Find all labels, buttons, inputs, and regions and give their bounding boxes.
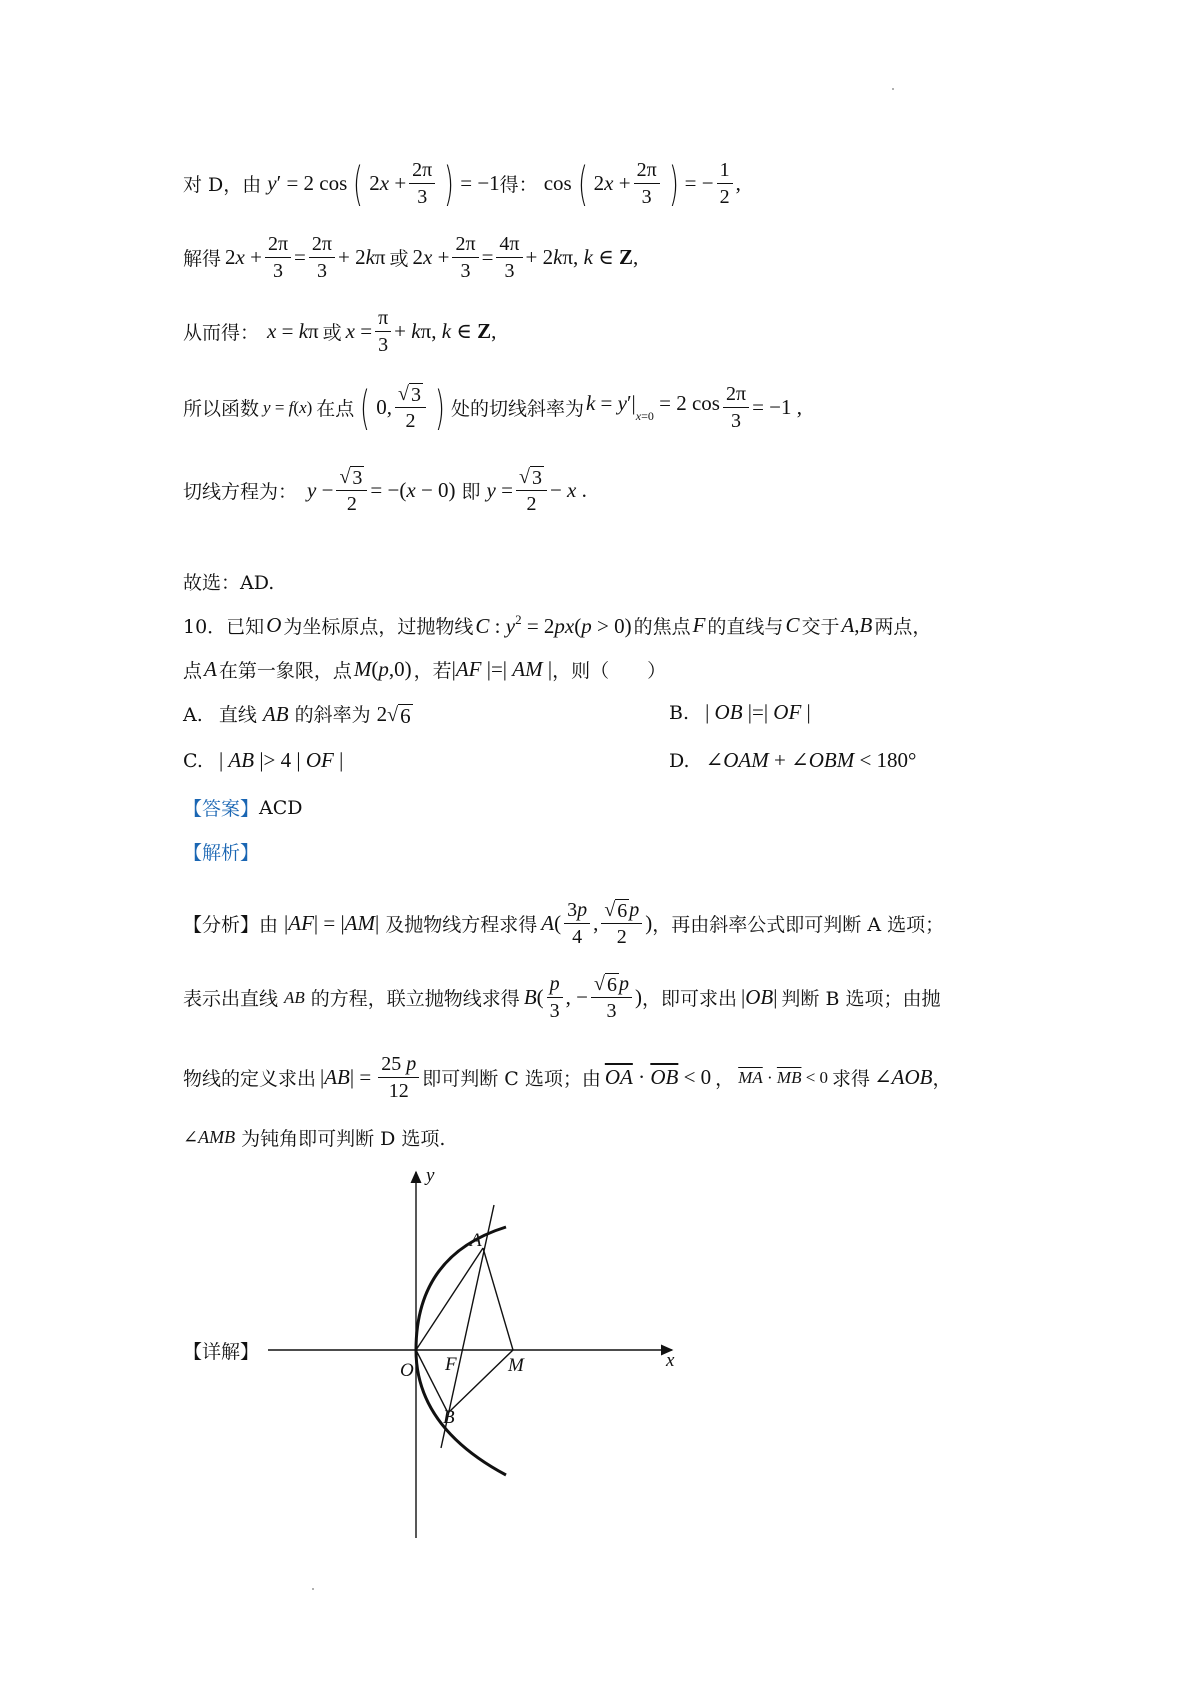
text: ，即可求出 bbox=[641, 988, 737, 1010]
text: 点 bbox=[183, 660, 203, 682]
text: 切线方程为： bbox=[183, 481, 298, 503]
segment-am bbox=[483, 1248, 513, 1350]
analysis-line-3: 物线的定义求出 |AB| = $\frac{25 p}{12}$ 即可判断 C 选项；由 $\overline{OA} \cdot \overline{OB} < 0$ ， $\overline{MA} \cdot \overline{MB} < 0$ 求得 ∠AOB ， bbox=[183, 1053, 952, 1102]
text: ，则（ ） bbox=[552, 660, 667, 682]
text: ，若 bbox=[413, 660, 452, 682]
text: 故选：AD. bbox=[183, 572, 275, 594]
option-d[interactable]: D. ∠OAM + ∠OBM < 180° bbox=[669, 748, 917, 772]
option-label: B. bbox=[669, 702, 690, 724]
option-c[interactable]: C. | AB |> 4 | OF | bbox=[183, 748, 344, 772]
label-m: M bbox=[508, 1355, 524, 1376]
text: 或 bbox=[322, 322, 342, 344]
label-x: x bbox=[666, 1350, 675, 1371]
text: 为坐标原点，过抛物线 bbox=[283, 616, 474, 638]
q10-stem-line-2: 点 A 在第一象限，点 M(p,0) ，若 |AF |=| AM | ，则（ ） bbox=[183, 657, 667, 682]
label-y: y bbox=[426, 1165, 435, 1186]
analysis-line-4: ∠AMB 为钝角即可判断 D 选项. bbox=[183, 1124, 445, 1151]
text: 及抛物线方程求得 bbox=[385, 914, 538, 936]
option-label: C. bbox=[183, 750, 203, 772]
d-line-2: 解得 2x + $\frac{2\pi}{3}$ = $\frac{2\pi}{3}$ + 2kπ 或 2x + $\frac{2\pi}{3}$ = $\frac{4\pi}{3}$ + 2kπ, k ∈ Z, bbox=[183, 233, 639, 282]
segment-bm bbox=[448, 1350, 513, 1413]
text: 的直线与 bbox=[707, 616, 784, 638]
text: 即 bbox=[461, 481, 481, 503]
text: 为钝角即可判断 D 选项. bbox=[241, 1128, 446, 1150]
option-a[interactable]: A. 直线 AB 的斜率为 2 √ 6 bbox=[183, 702, 411, 728]
text: 物线的定义求出 bbox=[183, 1068, 317, 1090]
text: 所以函数 bbox=[183, 398, 260, 420]
option-label: A. bbox=[183, 704, 203, 726]
text: 处的切线斜率为 bbox=[450, 398, 584, 420]
option-label: D. bbox=[669, 750, 690, 772]
scan-speck bbox=[312, 1588, 314, 1590]
text: 在点 bbox=[316, 398, 355, 420]
analysis-subtag: 【分析】 bbox=[183, 914, 260, 936]
label-b: B bbox=[443, 1407, 455, 1428]
detail-tag: 【详解】 bbox=[183, 1341, 260, 1363]
text: ，再由斜率公式即可判断 A 选项； bbox=[652, 914, 945, 936]
label-f: F bbox=[445, 1354, 457, 1375]
d-line-4: 所以函数 y = f(x) 在点 ( 0, √ 3 2 ) 处的切线斜率为 $k = y'|_{x=0} = 2$ cos $\frac{2\pi}{3}$ = −1 , bbox=[183, 380, 803, 435]
text: 表示出直线 bbox=[183, 988, 279, 1010]
text: 的焦点 bbox=[633, 616, 691, 638]
text: 的斜率为 bbox=[294, 704, 371, 726]
text: 两点， bbox=[874, 616, 932, 638]
d-line-1: 对 D，由 y′ = 2 cos ( 2x + $\frac{2\pi}{3}$ ) = −1 得： cos ( 2x + $\frac{2\pi}{3}$ ) = − $\frac{1}{2}$ , bbox=[183, 156, 741, 211]
text: 的方程，联立抛物线求得 bbox=[310, 988, 520, 1010]
option-b[interactable]: B. | OB |=| OF | bbox=[669, 700, 811, 724]
parabola-upper bbox=[416, 1227, 506, 1350]
answer-value: ACD bbox=[259, 796, 303, 819]
analysis-line-2: 表示出直线 AB 的方程，联立抛物线求得 B ( $\frac{p}{3}$ , − √ 6 p 3 ) ，即可求出 |OB| 判断 B 选项；由抛 bbox=[183, 973, 941, 1022]
parabola-lower bbox=[416, 1350, 506, 1475]
analysis-line-1: 【分析】 由 |AF| = |AM| 及抛物线方程求得 A ( $\frac{3p}{4}$ , √ 6 p 2 ) ，再由斜率公式即可判断 A 选项； bbox=[183, 899, 945, 948]
text: 对 D，由 bbox=[183, 174, 262, 196]
text: 即可判断 C 选项；由 bbox=[422, 1068, 601, 1090]
text: 直线 bbox=[218, 704, 257, 726]
text: 由 bbox=[259, 914, 279, 936]
d-line-5: 切线方程为： y − √ 3 2 = −(x − 0) 即 y = √ 3 2 − x . bbox=[183, 466, 587, 515]
label-o: O bbox=[400, 1360, 414, 1381]
text: 或 bbox=[389, 248, 409, 270]
text: 解得 bbox=[183, 248, 222, 270]
text: ， bbox=[715, 1068, 735, 1090]
q10-stem-line-1: 10．已知 O 为坐标原点，过抛物线 C : $y^2 = 2px(p > 0)$ 的焦点 F 的直线与 C 交于 A,B 两点， bbox=[183, 612, 932, 638]
text: 在第一象限，点 bbox=[218, 660, 352, 682]
text: 从而得： bbox=[183, 322, 260, 344]
text: 判断 B 选项；由抛 bbox=[781, 988, 941, 1010]
text: ， bbox=[932, 1068, 952, 1090]
text: 求得 bbox=[832, 1068, 871, 1090]
d-line-3: 从而得： x = kπ 或 x = $\frac{\pi}{3}$ + kπ, k ∈ Z, bbox=[183, 307, 497, 356]
text: 得： bbox=[499, 174, 538, 196]
label-a: A bbox=[470, 1230, 482, 1251]
analysis-tag: 【解析】 bbox=[183, 842, 260, 864]
text: 交于 bbox=[801, 616, 840, 638]
answer-tag: 【答案】 bbox=[183, 798, 260, 820]
text: 10．已知 bbox=[183, 616, 265, 638]
